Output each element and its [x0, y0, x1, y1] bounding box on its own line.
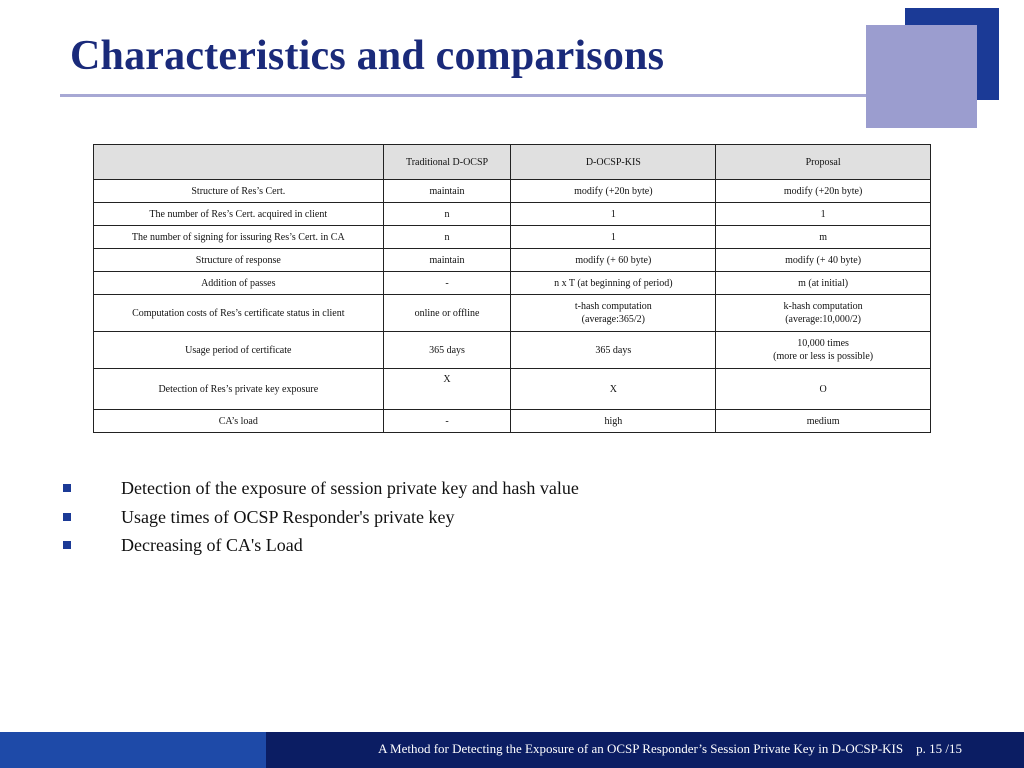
table-header-cell: Traditional D-OCSP — [383, 145, 511, 180]
title-underline — [60, 94, 866, 97]
table-header-cell: Proposal — [716, 145, 931, 180]
row-label: Structure of Res’s Cert. — [94, 180, 384, 203]
row-label: Usage period of certificate — [94, 332, 384, 369]
square-bullet-icon — [63, 513, 71, 521]
bullet-text: Usage times of OCSP Responder's private key — [121, 506, 455, 527]
row-label: Structure of response — [94, 249, 384, 272]
table-cell: m (at initial) — [716, 272, 931, 295]
table-cell: X — [383, 369, 511, 410]
table-cell: n — [383, 226, 511, 249]
table-header-row — [94, 145, 931, 180]
table-cell — [716, 332, 931, 369]
footer-bar — [0, 732, 1024, 768]
table-row — [94, 203, 931, 226]
table-cell: medium — [716, 410, 931, 433]
cell-line: (average:365/2) — [581, 314, 645, 325]
table-cell — [716, 295, 931, 332]
comparison-table — [93, 144, 931, 433]
table-row — [94, 180, 931, 203]
table-row — [94, 272, 931, 295]
table-cell: modify (+20n byte) — [511, 180, 716, 203]
table-cell: 1 — [511, 203, 716, 226]
table-header-cell: D-OCSP-KIS — [511, 145, 716, 180]
row-label: The number of signing for issuring Res’s Cert. in CA — [94, 226, 384, 249]
table-cell: maintain — [383, 180, 511, 203]
table-cell: online or offline — [383, 295, 511, 332]
cell-line: (more or less is possible) — [773, 351, 874, 362]
row-label: Detection of Res’s private key exposure — [94, 369, 384, 410]
bullet-text: Decreasing of CA's Load — [121, 535, 303, 555]
table-cell: n x T (at beginning of period) — [511, 272, 716, 295]
table-cell: modify (+20n byte) — [716, 180, 931, 203]
cell-line: t-hash computation — [574, 301, 652, 312]
row-label: Computation costs of Res’s certificate status in client — [94, 295, 384, 332]
table-header-cell — [94, 145, 384, 180]
square-bullet-icon — [63, 484, 71, 492]
table-cell: - — [383, 410, 511, 433]
table-row — [94, 226, 931, 249]
table-row — [94, 249, 931, 272]
cell-line: 10,000 times — [797, 338, 849, 349]
table-cell: 365 days — [511, 332, 716, 369]
table-cell: modify (+ 40 byte) — [716, 249, 931, 272]
cell-line: (average:10,000/2) — [785, 314, 862, 325]
table-cell: n — [383, 203, 511, 226]
table-row — [94, 369, 931, 410]
table-cell: maintain — [383, 249, 511, 272]
row-label: CA’s load — [94, 410, 384, 433]
table-cell: - — [383, 272, 511, 295]
table-row — [94, 295, 931, 332]
square-bullet-icon — [63, 541, 71, 549]
table-cell: O — [716, 369, 931, 410]
table-cell: X — [511, 369, 716, 410]
table-cell: modify (+ 60 byte) — [511, 249, 716, 272]
cell-line: k-hash computation — [783, 301, 863, 312]
page-number: p. 15 /15 — [916, 741, 962, 756]
bullet-text: Detection of the exposure of session private key and hash value — [121, 478, 579, 498]
table-cell: 1 — [511, 226, 716, 249]
row-label: Addition of passes — [94, 272, 384, 295]
table-row — [94, 410, 931, 433]
decorative-square-light — [866, 25, 977, 128]
table-cell: 365 days — [383, 332, 511, 369]
footer-title — [378, 741, 962, 757]
row-label: The number of Res’s Cert. acquired in client — [94, 203, 384, 226]
footer-title-text: A Method for Detecting the Exposure of an OCSP Responder’s Session Private Key in D-OCSP-KIS — [378, 741, 904, 756]
footer-accent-block — [0, 732, 266, 768]
table-cell: m — [716, 226, 931, 249]
table-row — [94, 332, 931, 369]
slide-title: Characteristics and comparisons — [70, 33, 665, 79]
table-cell: high — [511, 410, 716, 433]
table-cell — [511, 295, 716, 332]
table-cell: 1 — [716, 203, 931, 226]
